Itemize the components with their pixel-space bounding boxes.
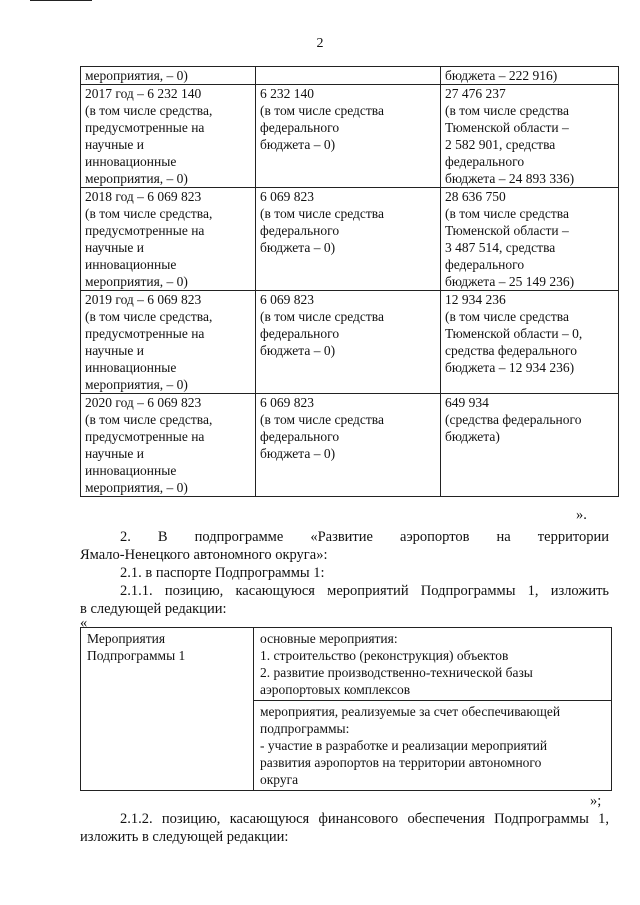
cell-line: Подпрограммы 1 [87, 648, 186, 663]
word: территории [537, 529, 609, 545]
cell-line: федерального [260, 429, 340, 444]
cell-line: Мероприятия [87, 631, 166, 646]
cell-line: мероприятия, – 0) [85, 68, 188, 83]
paragraph-2-1-2-line-2: изложить в следующей редакции: [80, 829, 289, 845]
cell-line: аэропортовых комплексов [260, 682, 411, 697]
cell-line: средства федерального [445, 343, 577, 358]
subprogram-table [80, 627, 612, 791]
cell-line: 6 069 823 [260, 189, 314, 204]
cell-line: округа [260, 772, 299, 787]
cell-line: мероприятия, – 0) [85, 480, 188, 495]
cell-line: научные и [85, 343, 144, 358]
opening-quote: « [80, 615, 88, 631]
cell-line: (в том числе средства [260, 412, 384, 427]
cell-line: федерального [445, 257, 525, 272]
cell-line: мероприятия, – 0) [85, 274, 188, 289]
word: аэропортов [400, 529, 470, 545]
word: «Развитие [310, 529, 373, 545]
word: подпрограмме [194, 529, 284, 545]
word: 1, [527, 583, 539, 599]
cell-line: мероприятия, – 0) [85, 377, 188, 392]
word: на [496, 529, 511, 545]
cell-line: 6 232 140 [260, 86, 314, 101]
table-cell [81, 291, 256, 394]
cell-line: бюджета – 0) [260, 446, 336, 461]
table-cell [81, 85, 256, 188]
closing-quote: »; [590, 793, 602, 809]
cell-line: (в том числе средства [260, 206, 384, 221]
label-cell [81, 628, 254, 791]
table-cell [441, 67, 619, 85]
support-measures-cell [254, 701, 612, 791]
word: финансового [318, 811, 399, 827]
cell-line: бюджета) [445, 429, 500, 444]
cell-line: бюджета – 25 149 236) [445, 274, 575, 289]
table-row [81, 85, 619, 188]
cell-line: развития аэропортов на территории автономного [260, 755, 542, 770]
cell-line: Тюменской области – 0, [445, 326, 583, 341]
cell-line: мероприятия, – 0) [85, 171, 188, 186]
cell-line: инновационные [85, 257, 177, 272]
table-cell [81, 67, 256, 85]
table-cell [441, 188, 619, 291]
cell-line: (в том числе средства, [85, 412, 213, 427]
cell-line: мероприятия, реализуемые за счет обеспечивающей [260, 704, 561, 719]
paragraph-2-1-1-line-1 [120, 582, 609, 600]
cell-line: инновационные [85, 360, 177, 375]
cell-line: (в том числе средства, [85, 309, 213, 324]
cell-line: бюджета – 0) [260, 343, 336, 358]
cell-line: 649 934 [445, 395, 489, 410]
cell-line: 27 476 237 [445, 86, 506, 101]
table-cell [81, 394, 256, 497]
cell-line: 2018 год – 6 069 823 [85, 189, 202, 204]
cell-line: подпрограммы: [260, 721, 350, 736]
cell-line: - участие в разработке и реализации мероприятий [260, 738, 548, 753]
cell-line: (средства федерального [445, 412, 582, 427]
cell-line: (в том числе средства [445, 206, 569, 221]
cell-line: (в том числе средства [260, 103, 384, 118]
table-cell [256, 85, 441, 188]
table-cell [256, 67, 441, 85]
cell-line: бюджета – 12 934 236) [445, 360, 575, 375]
cell-line: научные и [85, 240, 144, 255]
word: 2. В [120, 529, 168, 545]
cell-line: научные и [85, 446, 144, 461]
page-number: 2 [316, 36, 324, 51]
word: позицию, [161, 811, 221, 827]
table-cell [441, 394, 619, 497]
word: Подпрограммы [420, 583, 516, 599]
cell-line: 6 069 823 [260, 292, 314, 307]
table-row [81, 291, 619, 394]
cell-line: (в том числе средства [260, 309, 384, 324]
cell-line: инновационные [85, 154, 177, 169]
cell-line: бюджета – 0) [260, 240, 336, 255]
cell-line: 2019 год – 6 069 823 [85, 292, 202, 307]
cell-line: предусмотренные на [85, 429, 205, 444]
cell-line: 28 636 750 [445, 189, 506, 204]
paragraph-2-1: 2.1. в паспорте Подпрограммы 1: [120, 565, 325, 581]
table-cell [256, 394, 441, 497]
word: Подпрограммы [494, 811, 589, 827]
table-row [81, 628, 612, 701]
cell-line: бюджета – 222 916) [445, 68, 558, 83]
word: изложить [550, 583, 610, 599]
cell-line: 2020 год – 6 069 823 [85, 395, 202, 410]
table-cell [81, 188, 256, 291]
cell-line: 2017 год – 6 232 140 [85, 86, 202, 101]
word: обеспечения [407, 811, 485, 827]
word: 2.1.1. [120, 583, 153, 599]
main-measures-cell [254, 628, 612, 701]
cell-line: инновационные [85, 463, 177, 478]
top-edge-mark [30, 0, 92, 1]
table-cell [441, 291, 619, 394]
cell-line: (в том числе средства [445, 103, 569, 118]
word: позицию, [164, 583, 224, 599]
word: мероприятий [327, 583, 409, 599]
paragraph-2-1-1-line-2: в следующей редакции: [80, 601, 227, 617]
cell-line: 3 487 514, средства [445, 240, 556, 255]
cell-line: федерального [260, 223, 340, 238]
cell-line: (в том числе средства [445, 309, 569, 324]
paragraph-2-line-1 [120, 528, 609, 546]
cell-line: научные и [85, 137, 144, 152]
cell-line: 6 069 823 [260, 395, 314, 410]
table-cell [256, 188, 441, 291]
cell-line: основные мероприятия: [260, 631, 398, 646]
cell-line: бюджета – 24 893 336) [445, 171, 575, 186]
word: касающуюся [235, 583, 315, 599]
table-cell [256, 291, 441, 394]
closing-quote: ». [576, 507, 587, 523]
cell-line: предусмотренные на [85, 223, 205, 238]
cell-line: 2. развитие производственно-технической базы [260, 665, 533, 680]
paragraph-2-1-2-line-1 [120, 810, 609, 828]
cell-line: Тюменской области – [445, 223, 569, 238]
cell-line: Тюменской области – [445, 120, 569, 135]
cell-line: 1. строительство (реконструкция) объектов [260, 648, 509, 663]
word: 1, [598, 811, 609, 827]
cell-line: 12 934 236 [445, 292, 506, 307]
budget-table [80, 66, 619, 497]
cell-line: федерального [260, 120, 340, 135]
paragraph-2-line-2: Ямало-Ненецкого автономного округа»: [80, 547, 328, 563]
cell-line: федерального [445, 154, 525, 169]
cell-line: 2 582 901, средства [445, 137, 556, 152]
cell-line: (в том числе средства, [85, 206, 213, 221]
table-row [81, 188, 619, 291]
table-row [81, 67, 619, 85]
cell-line: федерального [260, 326, 340, 341]
table-cell [441, 85, 619, 188]
cell-line: (в том числе средства, [85, 103, 213, 118]
cell-line: предусмотренные на [85, 120, 205, 135]
cell-line: бюджета – 0) [260, 137, 336, 152]
word: касающуюся [229, 811, 310, 827]
table-row [81, 394, 619, 497]
word: 2.1.2. [120, 811, 153, 827]
cell-line: предусмотренные на [85, 326, 205, 341]
